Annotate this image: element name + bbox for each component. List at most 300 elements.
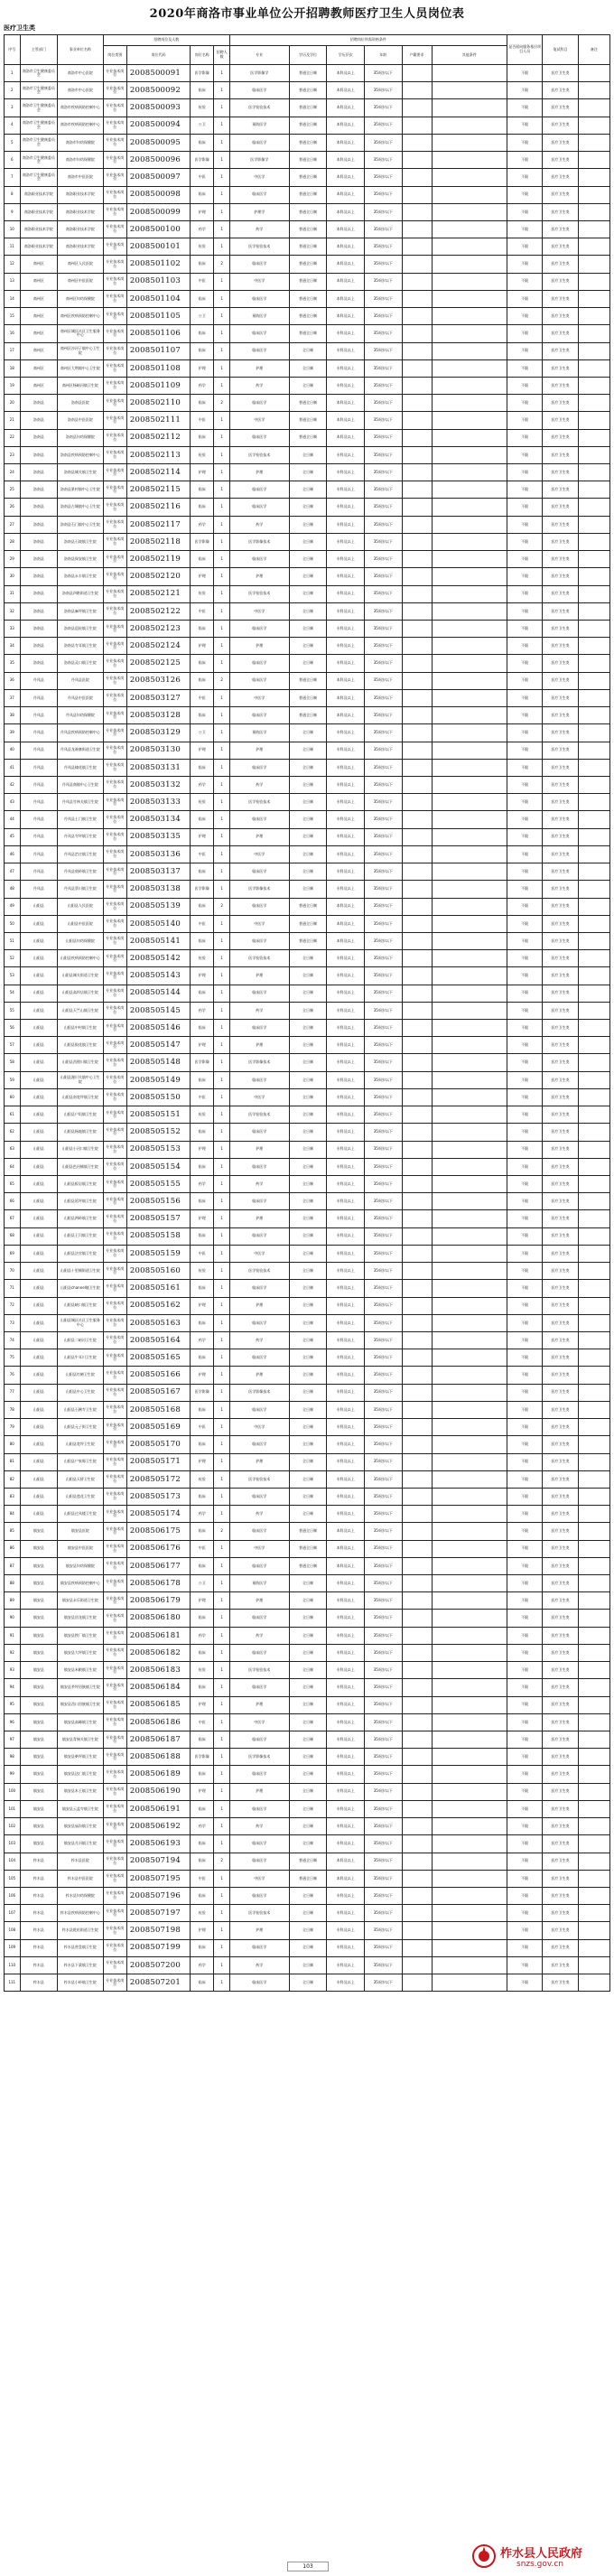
table-cell: 专业技术岗位 [103,1176,126,1193]
table-cell: 2008505170 [126,1436,190,1453]
table-cell: 护理 [191,1922,214,1939]
table-row [5,967,610,985]
table-cell: 医疗卫生类 [543,1800,578,1817]
table-cell [432,1592,507,1610]
table-cell [578,429,609,446]
table-cell: 1 [214,1367,230,1384]
table-cell: 医疗卫生类 [543,1419,578,1436]
table-cell [432,1263,507,1280]
table-row [5,1679,610,1696]
table-row [5,377,610,394]
table-cell: 医疗卫生类 [543,273,578,290]
table-row [5,585,610,602]
table-cell [578,1054,609,1071]
table-cell: 75 [5,1349,21,1367]
table-cell: 2008506180 [126,1610,190,1627]
table-cell: 本科及以上 [327,256,365,273]
table-cell: 全日制 [289,1939,327,1956]
table-cell: 护理 [191,967,214,985]
table-cell: 洛南县巡检镇卫生院 [58,621,103,638]
table-cell [402,932,432,949]
table-cell: 专科及以上 [327,1470,365,1488]
table-cell: 丹凤县 [20,776,58,793]
table-cell: 临床 [191,1523,214,1540]
table-cell: 1 [5,65,21,82]
table-cell [578,533,609,550]
table-cell: 不限 [507,117,542,134]
table-cell: 全日制 [289,1002,327,1019]
table-cell: 不限 [507,1470,542,1488]
table-cell [402,689,432,706]
table-cell: 医疗卫生类 [543,950,578,967]
table-cell: 商州区 [20,342,58,359]
table-cell: 2008501104 [126,290,190,307]
table-cell: 97 [5,1731,21,1749]
table-row [5,655,610,672]
table-cell: 35周岁以下 [364,1470,402,1488]
table-cell: 35周岁以下 [364,585,402,602]
watermark-name: 柞水县人民政府 [500,2547,583,2561]
table-cell: 35周岁以下 [364,134,402,151]
table-cell: 临床医学 [229,325,289,342]
table-cell: 医疗卫生类 [543,464,578,481]
table-row [5,1176,610,1193]
table-cell: 山阳县 [20,967,58,985]
table-cell [402,1506,432,1523]
table-cell: 2008505166 [126,1367,190,1384]
table-cell: 专科及以上 [327,325,365,342]
table-cell: 丹凤县 [20,794,58,811]
table-cell: 全日制 [289,950,327,967]
table-row [5,776,610,793]
table-cell: 医疗卫生类 [543,1506,578,1523]
table-cell: 专科及以上 [327,776,365,793]
table-cell [432,1887,507,1904]
table-row [5,1384,610,1401]
table-cell: 不限 [507,1887,542,1904]
table-cell: 商州区疾病预防控制中心 [58,308,103,325]
table-cell: 商州区人民医院 [58,256,103,273]
table-row [5,1124,610,1141]
table-cell: 专业技术岗位 [103,1679,126,1696]
table-cell: 35周岁以下 [364,65,402,82]
table-cell: 山阳县 [20,1054,58,1071]
table-cell: 2008505159 [126,1245,190,1262]
table-cell [402,1853,432,1870]
table-cell [402,152,432,169]
table-cell: 医疗卫生类 [543,1835,578,1853]
table-cell: 8 [5,186,21,203]
table-cell [402,499,432,516]
table-cell: 商洛市中心医院 [58,82,103,99]
table-cell: 医疗卫生类 [543,1679,578,1696]
table-cell: 20 [5,395,21,412]
table-cell [578,1245,609,1262]
table-cell [432,1939,507,1956]
table-cell: 医疗卫生类 [543,881,578,898]
table-cell: 全日制 [289,1749,327,1766]
table-cell: 专业技术岗位 [103,65,126,82]
table-cell [432,1662,507,1679]
table-cell: 全日制 [289,1384,327,1401]
table-cell: 17 [5,342,21,359]
table-cell: 2008505147 [126,1037,190,1054]
table-cell: 镇安县永乐街道卫生院 [58,1592,103,1610]
table-cell [402,169,432,186]
table-cell: 1 [214,1037,230,1054]
table-cell: 洛南县 [20,429,58,446]
table-cell: 山阳县牛耳川卫生院 [58,1349,103,1367]
table-cell: 商洛职业技术学院 [58,203,103,220]
table-cell: 1 [214,1401,230,1418]
table-cell: 专科及以上 [327,516,365,533]
table-cell: 35周岁以下 [364,759,402,776]
table-cell: 不限 [507,811,542,828]
table-row [5,1419,610,1436]
table-cell: 全日制 [289,1367,327,1384]
table-cell: 不限 [507,359,542,377]
table-cell: 全日制 [289,1453,327,1470]
table-cell: 不限 [507,568,542,585]
table-cell: 柞水县 [20,1956,58,1974]
table-cell: 临床 [191,342,214,359]
table-cell: 医疗卫生类 [543,412,578,429]
col-header: 事业单位名称 [58,35,103,65]
table-cell [578,1575,609,1592]
table-cell [578,1922,609,1939]
table-cell: 2008501107 [126,342,190,359]
table-cell [402,516,432,533]
table-cell [578,1818,609,1835]
table-cell: 镇安县中医医院 [58,1540,103,1557]
table-cell: 镇安县 [20,1749,58,1766]
table-cell: 山阳县莲花卫生院 [58,1488,103,1505]
table-cell: 全日制 [289,1627,327,1644]
table-cell: 35周岁以下 [364,1124,402,1141]
table-cell: 35周岁以下 [364,1922,402,1939]
table-cell: 医疗卫生类 [543,1731,578,1749]
table-cell: 专业技术岗位 [103,1523,126,1540]
table-cell: 专业技术岗位 [103,134,126,151]
table-cell: 临床医学 [229,1644,289,1661]
table-cell: 中医学 [229,1870,289,1887]
table-cell: 临床 [191,985,214,1002]
table-cell: 67 [5,1210,21,1227]
table-cell: 不限 [507,1610,542,1627]
table-cell: 2008503129 [126,724,190,742]
table-cell: 2008502114 [126,464,190,481]
table-cell: 山阳县 [20,1263,58,1280]
table-cell: 医学检验技术 [229,950,289,967]
col-header: 笔试科目 [543,35,578,65]
table-cell: 临床 [191,82,214,99]
table-cell: 不限 [507,1540,542,1557]
table-cell [432,325,507,342]
col-header: 其他条件 [432,46,507,65]
table-cell [578,863,609,881]
table-cell: 药学 [191,1002,214,1019]
table-cell: 临床医学 [229,1193,289,1210]
table-cell: 专业技术岗位 [103,1662,126,1679]
table-cell: 镇安县 [20,1592,58,1610]
table-cell: 镇安县 [20,1835,58,1853]
table-cell: 医疗卫生类 [543,1331,578,1349]
table-row [5,65,610,82]
table-cell: 镇安县 [20,1540,58,1557]
table-cell: 山阳县 [20,1141,58,1158]
table-cell: 临床 [191,1974,214,1992]
table-cell: 医疗卫生类 [543,898,578,915]
table-cell: 35周岁以下 [364,602,402,620]
table-cell: 2008503131 [126,759,190,776]
table-cell: 16 [5,325,21,342]
table-cell: 35周岁以下 [364,863,402,881]
table-cell: 中医学 [229,689,289,706]
table-cell: 检验 [191,950,214,967]
table-cell: 临床医学 [229,499,289,516]
table-cell: 商洛职业技术学院 [20,186,58,203]
table-cell: 35周岁以下 [364,1401,402,1418]
table-cell: 医学检验技术 [229,585,289,602]
table-cell: 医学影像 [191,1054,214,1071]
table-cell: 专业技术岗位 [103,1124,126,1141]
table-cell: 临床 [191,1679,214,1696]
table-cell: 35周岁以下 [364,290,402,307]
table-cell: 医疗卫生类 [543,828,578,845]
table-cell [402,1263,432,1280]
table-cell: 专业技术岗位 [103,881,126,898]
table-cell: 35周岁以下 [364,689,402,706]
table-cell: 63 [5,1141,21,1158]
table-cell: 医疗卫生类 [543,967,578,985]
table-cell: 不限 [507,655,542,672]
table-cell: 临床医学 [229,1800,289,1817]
table-cell: 检验 [191,1106,214,1124]
table-cell [432,1974,507,1992]
table-cell: 57 [5,1037,21,1054]
table-cell: 医疗卫生类 [543,220,578,238]
table-cell: 洛南县 [20,446,58,463]
table-cell: 山阳县妇幼保健院 [58,932,103,949]
table-cell: 全日制 [289,1766,327,1783]
table-cell: 全日制 [289,1956,327,1974]
table-row [5,1227,610,1245]
table-cell: 全日制 [289,1245,327,1262]
table-cell: 专业技术岗位 [103,568,126,585]
table-cell: 专科及以上 [327,1592,365,1610]
table-cell: 77 [5,1384,21,1401]
table-cell [402,585,432,602]
table-cell: 专科及以上 [327,1644,365,1661]
table-cell [432,1575,507,1592]
table-cell: 护理 [229,1367,289,1384]
table-cell: 本科及以上 [327,915,365,932]
table-cell: 公卫 [191,117,214,134]
table-cell: 商洛职业技术学院 [20,220,58,238]
table-cell [578,950,609,967]
table-cell [578,1384,609,1401]
table-cell: 2008502123 [126,621,190,638]
table-cell: 医疗卫生类 [543,1870,578,1887]
table-cell: 专业技术岗位 [103,1210,126,1227]
table-cell: 35周岁以下 [364,724,402,742]
table-cell: 山阳县 [20,1245,58,1262]
table-row [5,863,610,881]
table-cell: 柞水县 [20,1853,58,1870]
table-cell: 专科及以上 [327,1956,365,1974]
table-cell: 医疗卫生类 [543,1818,578,1835]
table-cell: 山阳县 [20,1124,58,1141]
table-cell: 专业技术岗位 [103,1367,126,1384]
table-cell [432,1523,507,1540]
table-cell [402,1367,432,1384]
table-cell [432,1557,507,1574]
table-cell: 专业技术岗位 [103,811,126,828]
table-cell: 商州区沙河子镇中心卫生院 [58,342,103,359]
table-cell [402,117,432,134]
table-cell: 2008500101 [126,238,190,256]
table-row [5,672,610,689]
table-cell: 专科及以上 [327,1314,365,1331]
table-cell [578,1523,609,1540]
table-cell: 丹凤县土门镇卫生院 [58,811,103,828]
table-cell [402,1158,432,1175]
table-cell: 94 [5,1679,21,1696]
table-cell: 临床医学 [229,481,289,499]
table-cell: 普通全日制 [289,1557,327,1574]
table-cell [402,568,432,585]
table-cell: 35周岁以下 [364,273,402,290]
table-cell [402,1020,432,1037]
table-cell [432,1922,507,1939]
table-row [5,429,610,446]
table-cell: 51 [5,932,21,949]
table-cell: 全日制 [289,1331,327,1349]
table-cell: 不限 [507,1071,542,1088]
table-cell: 全日制 [289,359,327,377]
table-cell: 1 [214,1263,230,1280]
table-cell: 临床 [191,290,214,307]
table-cell: 临床 [191,1280,214,1297]
table-cell: 不限 [507,1401,542,1418]
table-cell: 临床 [191,134,214,151]
table-cell: 普通全日制 [289,1523,327,1540]
table-cell: 专科及以上 [327,1627,365,1644]
table-cell: 1 [214,985,230,1002]
table-cell: 专科及以上 [327,464,365,481]
table-cell: 镇安县疾病预防控制中心 [58,1575,103,1592]
table-cell: 中医学 [229,1419,289,1436]
table-cell: 全日制 [289,1974,327,1992]
table-cell: 35周岁以下 [364,898,402,915]
table-cell: 35周岁以下 [364,1540,402,1557]
table-cell [432,1158,507,1175]
table-cell: 普通全日制 [289,117,327,134]
table-cell: 护理 [191,1367,214,1384]
table-cell: 2008505140 [126,915,190,932]
table-cell [432,551,507,568]
table-cell: 专科及以上 [327,1367,365,1384]
table-cell [432,1731,507,1749]
table-cell [402,220,432,238]
table-cell: 107 [5,1905,21,1922]
table-cell [432,203,507,220]
table-cell [578,1349,609,1367]
table-cell: 35周岁以下 [364,82,402,99]
table-cell: 商洛市卫生健康委员会 [20,152,58,169]
table-cell: 专科及以上 [327,1176,365,1193]
table-cell: 专业技术岗位 [103,1749,126,1766]
table-cell: 全日制 [289,551,327,568]
table-cell: 专科及以上 [327,1453,365,1470]
table-cell: 医疗卫生类 [543,1158,578,1175]
table-cell: 医疗卫生类 [543,689,578,706]
table-cell [402,1088,432,1106]
table-cell: 2008501103 [126,273,190,290]
table-cell: 全日制 [289,1020,327,1037]
table-cell: 柞水县 [20,1922,58,1939]
table-cell [432,1905,507,1922]
table-cell [432,915,507,932]
table-cell: 医疗卫生类 [543,1713,578,1731]
table-cell: 山阳县法官镇卫生院 [58,1245,103,1262]
table-cell: 2008506178 [126,1575,190,1592]
table-cell: 1 [214,794,230,811]
table-cell: 15 [5,308,21,325]
table-cell: 35周岁以下 [364,1766,402,1783]
table-cell: 柞水县 [20,1905,58,1922]
table-cell: 不限 [507,1506,542,1523]
table-cell: 医疗卫生类 [543,1956,578,1974]
table-row [5,1106,610,1124]
table-cell: 预防医学 [229,724,289,742]
group-header-conditions: 招聘岗位所需资格条件 [229,35,507,46]
table-cell: 医疗卫生类 [543,1176,578,1193]
table-cell: 镇安县 [20,1662,58,1679]
table-cell: 不限 [507,898,542,915]
table-row [5,395,610,412]
table-cell: 医疗卫生类 [543,325,578,342]
table-cell: 护理 [229,1210,289,1227]
table-cell: 不限 [507,1124,542,1141]
table-cell: 医疗卫生类 [543,99,578,117]
table-cell [578,1905,609,1922]
table-cell: 丹凤县 [20,724,58,742]
table-cell: 2008505145 [126,1002,190,1019]
table-cell: 不限 [507,429,542,446]
table-cell: 专业技术岗位 [103,429,126,446]
table-cell [402,1939,432,1956]
table-cell: 专业技术岗位 [103,117,126,134]
table-cell: 商洛市卫生健康委员会 [20,169,58,186]
table-cell: 全日制 [289,533,327,550]
table-cell: 56 [5,1020,21,1037]
table-cell: 公卫 [191,724,214,742]
table-cell: 专业技术岗位 [103,412,126,429]
table-cell: 药学 [229,1627,289,1644]
table-cell [578,759,609,776]
table-cell: 中医 [191,845,214,863]
table-row [5,1905,610,1922]
table-cell: 临床 [191,1610,214,1627]
table-cell: 5 [5,134,21,151]
table-cell: 2008503136 [126,845,190,863]
table-cell: 临床医学 [229,1227,289,1245]
table-cell: 专科及以上 [327,446,365,463]
table-cell: 专业技术岗位 [103,1297,126,1314]
table-cell: 山阳县过风楼卫生院 [58,1506,103,1523]
table-cell: 2 [214,1523,230,1540]
